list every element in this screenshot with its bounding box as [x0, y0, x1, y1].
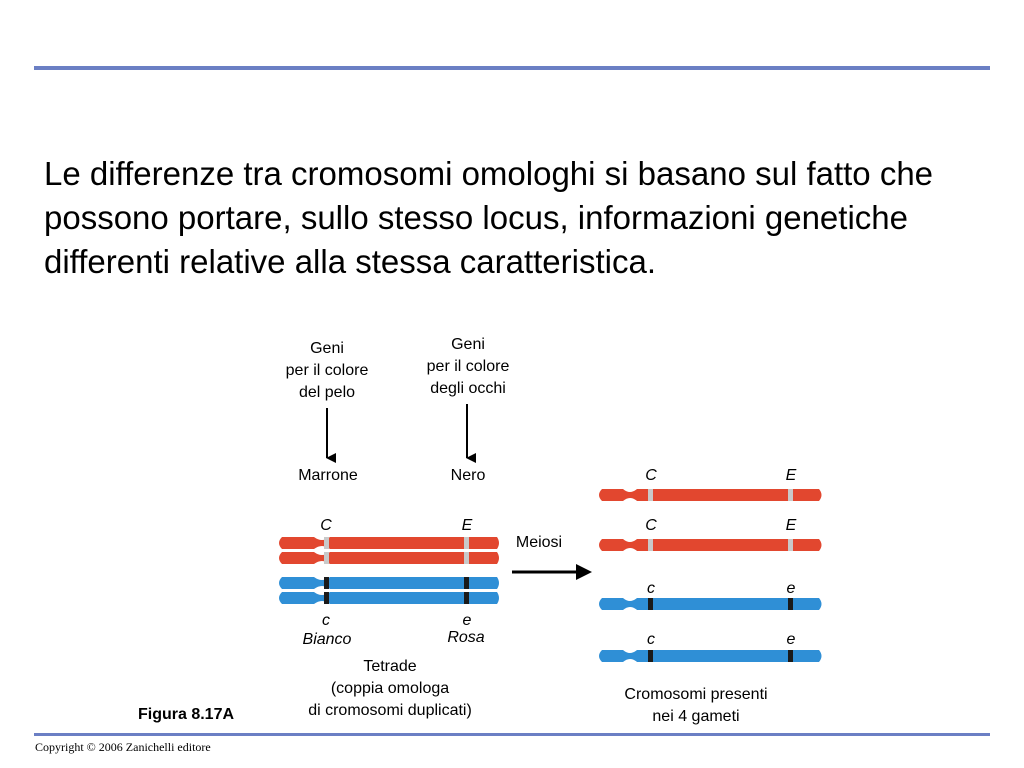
gamete-chromosome-4 — [599, 650, 822, 662]
copyright-notice: Copyright © 2006 Zanichelli editore — [35, 740, 211, 754]
red-locus-E-upper — [464, 537, 469, 549]
bottom-rule — [34, 733, 990, 736]
gamete-4-locus-e — [788, 650, 793, 662]
allele-c-label: c — [322, 612, 330, 629]
gamete-2-locus-C — [648, 539, 653, 551]
allele-C-label: C — [320, 517, 332, 534]
tetrad-caption-line1: Tetrade — [363, 658, 417, 675]
gamete-4-locus-c — [648, 650, 653, 662]
allele-e-label: e — [462, 612, 472, 629]
pheno-coat-label: Bianco — [302, 631, 352, 648]
gamete-3-left-label: c — [647, 580, 655, 597]
gamete-2-right-label: E — [785, 517, 797, 534]
gametes-caption-line2: nei 4 gameti — [652, 708, 740, 725]
meiosis-label: Meiosi — [515, 534, 563, 551]
tetrad-caption — [278, 656, 502, 722]
gametes-caption — [598, 684, 794, 728]
tetrad-blue-homolog — [279, 577, 499, 604]
pheno-eye-label: Rosa — [447, 629, 485, 646]
gamete-1-locus-E — [788, 489, 793, 501]
red-locus-C-lower — [324, 552, 329, 564]
eye-gene-label — [408, 334, 528, 400]
blue-locus-e-lower — [464, 592, 469, 604]
eye-gene-line2: per il colore — [426, 358, 510, 375]
tetrad-caption-line2: (coppia omologa — [330, 680, 450, 697]
gamete-4-left-label: c — [647, 631, 655, 648]
gamete-chromosome-2 — [599, 539, 822, 551]
coat-gene-line2: per il colore — [285, 362, 369, 379]
gamete-chromosome-1 — [599, 489, 822, 501]
trait-coat-label: Marrone — [298, 467, 358, 484]
tetrad-red-homolog — [279, 537, 499, 564]
red-locus-E-lower — [464, 552, 469, 564]
eye-gene-line3: degli occhi — [430, 380, 506, 397]
figure-label: Figura 8.17A — [138, 706, 235, 723]
meiosis-arrowhead — [576, 564, 592, 580]
blue-locus-c-lower — [324, 592, 329, 604]
coat-gene-line1: Geni — [310, 340, 344, 357]
slide-body-text: Le differenze tra cromosomi omologhi si basano sul fatto che possono portare, sullo stesso locus, informazioni genetiche differenti relative alla stessa caratteristica. — [44, 155, 934, 280]
coat-gene-line3: del pelo — [298, 384, 356, 401]
gamete-2-left-label: C — [645, 517, 657, 534]
allele-E-label: E — [461, 517, 473, 534]
red-locus-C-upper — [324, 537, 329, 549]
gamete-1-locus-C — [648, 489, 653, 501]
tetrad-caption-line3: di cromosomi duplicati) — [308, 702, 472, 719]
coat-gene-label — [272, 338, 382, 404]
gamete-3-right-label: e — [786, 580, 796, 597]
blue-locus-c-upper — [324, 577, 329, 589]
gamete-1-left-label: C — [645, 467, 657, 484]
gametes-caption-line1: Cromosomi presenti — [624, 686, 768, 703]
gamete-2-locus-E — [788, 539, 793, 551]
gamete-4-right-label: e — [786, 631, 796, 648]
gamete-1-right-label: E — [785, 467, 797, 484]
blue-locus-e-upper — [464, 577, 469, 589]
trait-eye-label: Nero — [450, 467, 486, 484]
eye-gene-line1: Geni — [451, 336, 485, 353]
